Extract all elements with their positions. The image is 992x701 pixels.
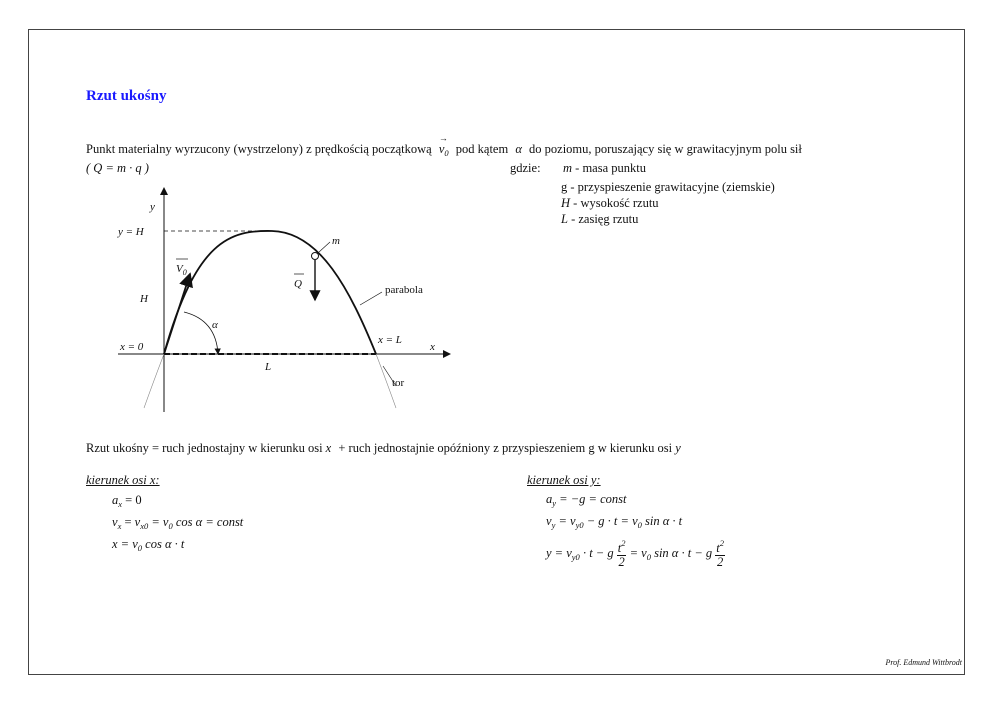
x-eq-l-label: x = L [378, 334, 402, 346]
fraction-t2-over-2-b: $\frac{t^2}{2}$ [716, 538, 724, 570]
axis-y-eq2: $v_y = v_{y0} - g \cdot t = v_0$ sin α · t [546, 514, 683, 530]
alpha-label: α [212, 319, 218, 331]
axis-x-eq1: $a_x = 0$ [112, 493, 142, 509]
mass-point [312, 253, 319, 260]
axis-x-eq3: $x = v_0$ cos α · t [112, 537, 185, 553]
intro-line-2: ( Q = m · q ) [86, 161, 149, 175]
summary-line: Rzut ukośny = ruch jednostajny w kierunku osi x + ruch jednostajnie opóźniony z przyspieszeniem g w kierunku osi y [86, 441, 681, 455]
h-label: H [140, 293, 148, 305]
parabola-label: parabola [385, 284, 423, 296]
l-label: L [265, 361, 272, 373]
v0-symbol: → $v_0$ [438, 133, 449, 158]
projectile-diagram [100, 180, 460, 420]
x-eq-0-label: x = 0 [120, 341, 144, 353]
q-label: Q [294, 278, 302, 290]
author-credit: Prof. Edmund Wittbrodt [885, 658, 962, 667]
legend-item-h: H - wysokość rzutu [561, 196, 659, 210]
tor-tail-left [144, 354, 164, 408]
y-axis-label: y [150, 201, 155, 213]
legend-item-g: g - przyspieszenie grawitacyjne (ziemskie) [561, 180, 775, 194]
alpha-symbol: α [515, 142, 522, 156]
axis-y-heading: kierunek osi y: [527, 473, 601, 487]
legend-gdzie: gdzie: [510, 161, 541, 175]
v0-label: $V_0$ [176, 263, 187, 277]
fraction-t2-over-2: $\frac{t^2}{2}$ [617, 538, 626, 570]
parabola-curve [164, 231, 376, 354]
axis-x-heading: kierunek osi x: [86, 473, 160, 487]
m-label: m [332, 235, 340, 247]
v0-vector [164, 274, 190, 354]
axis-y-eq1: $a_y = -g$ = const [546, 492, 627, 508]
parabola-leader [360, 292, 382, 305]
tor-label: tor [392, 377, 405, 389]
legend-item-l: L - zasięg rzutu [561, 212, 639, 226]
x-axis-label: x [430, 341, 435, 353]
axis-x-eq2: $v_x = v_{x0} = v_0$ cos α = const [112, 515, 244, 531]
page-title: Rzut ukośny [86, 88, 167, 104]
legend-item-m: m - masa punktu [563, 161, 646, 175]
y-eq-h-label: y = H [118, 226, 144, 238]
m-leader [319, 242, 330, 252]
axis-y-eq3: $y = v_{y0} \cdot t - g$ $\frac{t^2}{2}$ = $v_0$ sin α · t − g $\frac{t^2}{2}$ [546, 538, 724, 570]
intro-line-1: Punkt materialny wyrzucony (wystrzelony) z prędkością początkową → $v_0$ pod kątem α do poziomu, poruszający się w grawitacyjnym polu sił [86, 133, 802, 158]
